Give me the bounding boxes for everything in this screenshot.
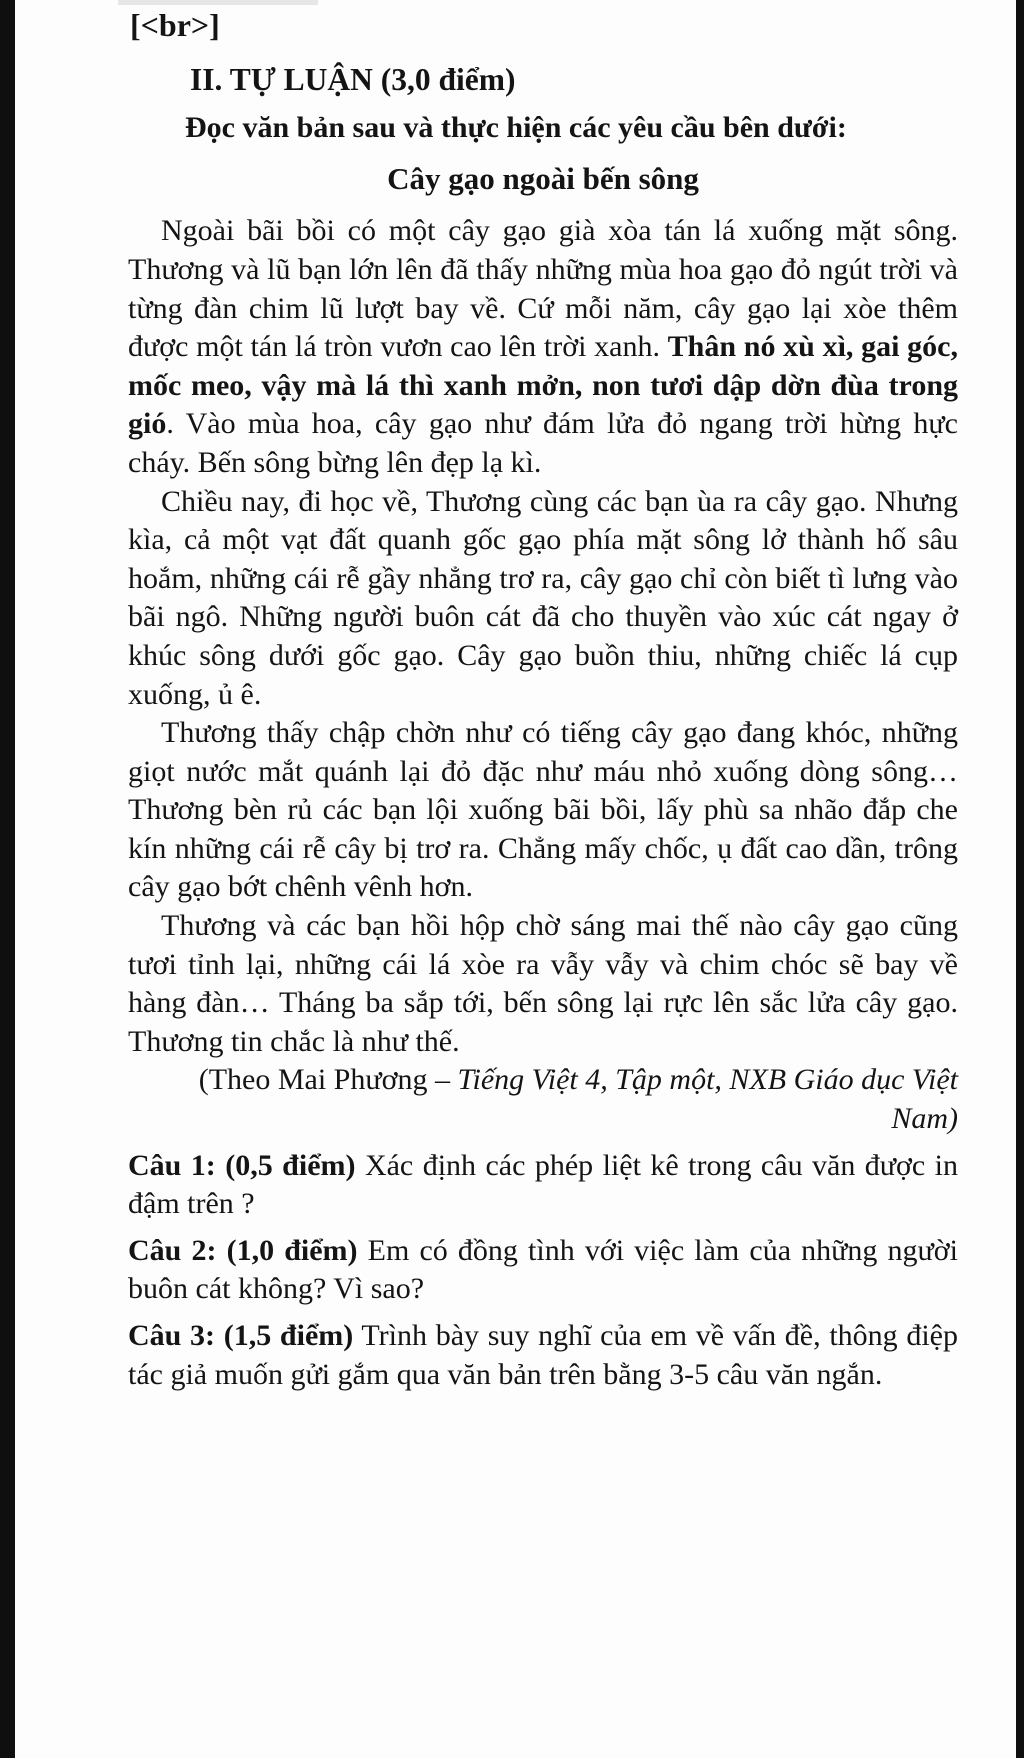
right-border-bar <box>1016 0 1024 1758</box>
question-1-label: Câu 1: (0,5 điểm) <box>128 1148 356 1182</box>
question-3 <box>128 1317 958 1394</box>
paragraph-1-text-after: . Vào mùa hoa, cây gạo như đám lửa đỏ ngang trời hừng hực cháy. Bến sông bừng lên đẹp lạ kì. <box>128 407 958 479</box>
question-2 <box>128 1232 958 1309</box>
attribution-roman: (Theo Mai Phương – <box>198 1063 458 1097</box>
paragraph-1-text-before: Ngoài bãi bồi có một cây gạo già xòa tán lá xuống mặt sông. Thương và lũ bạn lớn lên đã thấy những mùa hoa gạo đỏ ngút trời và từng đàn chim lũ lượt bay về. Cứ mỗi năm, cây gạo lại xòe thêm được một tán lá tròn vươn cao lên trời xanh. <box>128 214 958 364</box>
reading-title: Cây gạo ngoài bến sông <box>387 160 699 196</box>
document-content <box>128 0 958 1394</box>
instruction-text: Đọc văn bản sau và thực hiện các yêu cầu bên dưới: <box>185 111 847 145</box>
paragraph-4: Thương và các bạn hồi hộp chờ sáng mai thế nào cây gạo cũng tươi tỉnh lại, những cái lá xòe ra vẫy vẫy và chim chóc sẽ bay về hàng đàn… Tháng ba sắp tới, bến sông lại rực lên sắc lửa cây gạo. Thương tin chắc là như thế. <box>128 909 958 1058</box>
question-3-text: Trình bày suy nghĩ của em về vấn đề, thông điệp tác giả muốn gửi gắm qua văn bản trên bằng 3-5 câu văn ngắn. <box>128 1319 959 1391</box>
paragraph-1-bold-segment: Thân nó xù xì, gai góc, mốc meo, vậy mà lá thì xanh mởn, non tươi dập dờn đùa trong gió <box>128 330 958 441</box>
section-heading: II. TỰ LUẬN (3,0 điểm) <box>190 61 516 97</box>
question-2-text: Em có đồng tình với việc làm của những người buôn cát không? Vì sao? <box>128 1233 958 1306</box>
question-2-label: Câu 2: (1,0 điểm) <box>128 1233 358 1267</box>
question-3-label: Câu 3: (1,5 điểm) <box>128 1319 354 1352</box>
attribution-italic: Tiếng Việt 4, Tập một, NXB Giáo dục Việt Nam) <box>457 1063 958 1136</box>
left-border-bar <box>0 0 15 1758</box>
paragraph-1 <box>128 212 958 482</box>
question-1-text: Xác định các phép liệt kê trong câu văn được in đậm trên ? <box>128 1148 958 1221</box>
paragraph-2: Chiều nay, đi học về, Thương cùng các bạn ùa ra cây gạo. Nhưng kìa, cả một vạt đất quanh gốc gạo phía mặt sông lở thành hố sâu hoắm, những cái rễ gầy nhẳng trơ ra, cây gạo chỉ còn biết tì lưng vào bãi ngô. Những người buôn cát đã cho thuyền vào xúc cát ngay ở khúc sông dưới gốc gạo. Cây gạo buồn thiu, những chiếc lá cụp xuống, ủ ê. <box>128 484 958 711</box>
question-1 <box>128 1147 958 1224</box>
paragraph-3: Thương thấy chập chờn như có tiếng cây gạo đang khóc, những giọt nước mắt quánh lại đỏ đặc như máu nhỏ xuống dòng sông… Thương bèn rủ các bạn lội xuống bãi bồi, lấy phù sa nhão đắp che kín những cái rễ cây bị trơ ra. Chẳng mấy chốc, ụ đất cao dần, trông cây gạo bớt chênh vênh hơn. <box>128 716 958 904</box>
br-tag-text: [<br>] <box>130 7 220 43</box>
attribution <box>128 1061 958 1138</box>
